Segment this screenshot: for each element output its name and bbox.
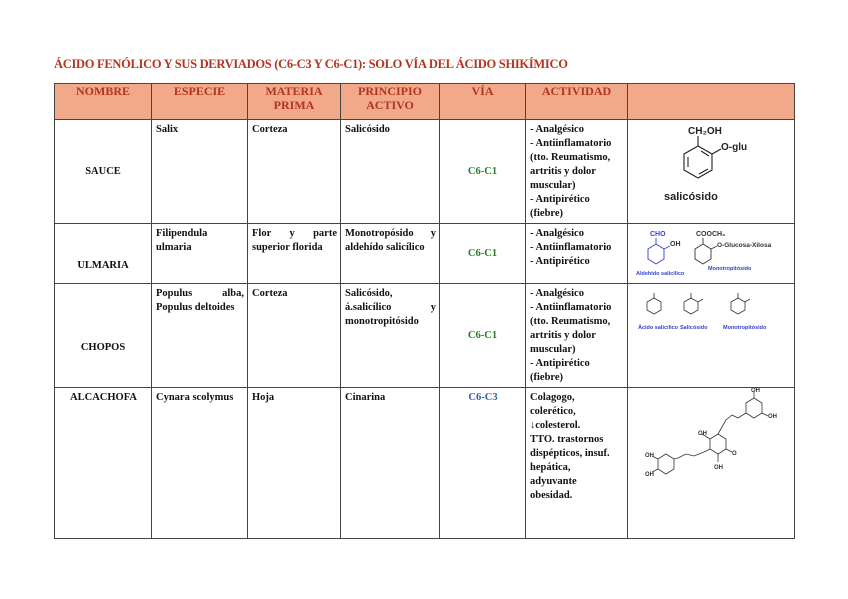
species-text: Salix bbox=[156, 124, 179, 135]
page-title: ÁCIDO FENÓLICO Y SUS DERVIADOS (C6-C3 Y C6-C1): SOLO VÍA DEL ÁCIDO SHIKÍMICO bbox=[54, 57, 568, 71]
activity-line: - Antipirético bbox=[530, 256, 590, 267]
structure-label: COOCH₃ bbox=[696, 231, 726, 238]
activity-line: - Antiinflamatorio bbox=[530, 302, 612, 313]
raw-material-text: Corteza bbox=[252, 124, 288, 135]
cell-actividad bbox=[526, 224, 628, 284]
cell-structure bbox=[628, 224, 795, 284]
cell-principio bbox=[341, 388, 440, 539]
cell-principio bbox=[341, 284, 440, 388]
activity-line: muscular) bbox=[530, 180, 576, 191]
activity-line: ↓colesterol. bbox=[530, 420, 581, 431]
structure-label: OH bbox=[645, 453, 654, 459]
activity-line: - Analgésico bbox=[530, 124, 584, 135]
species-text: Populus alba, Populus deltoides bbox=[156, 288, 244, 313]
header-imagen bbox=[628, 84, 795, 120]
structure-label: CH₂OH bbox=[688, 126, 722, 137]
plant-name: ULMARIA bbox=[77, 260, 129, 271]
cell-actividad bbox=[526, 388, 628, 539]
cell-via bbox=[440, 120, 526, 224]
activity-line: TTO. trastornos bbox=[530, 434, 604, 445]
cell-especie bbox=[152, 284, 248, 388]
structure-label: OH bbox=[751, 388, 760, 394]
plant-name: CHOPOS bbox=[80, 342, 126, 353]
header-especie: ESPECIE bbox=[152, 84, 248, 120]
cell-via bbox=[440, 388, 526, 539]
cell-principio bbox=[341, 224, 440, 284]
activity-line: adyuvante bbox=[530, 476, 577, 487]
table-row bbox=[55, 284, 795, 388]
cell-materia bbox=[248, 284, 341, 388]
header-nombre: NOMBRE bbox=[55, 84, 152, 120]
activity-line: - Antipirético bbox=[530, 194, 590, 205]
structure-label: CHO bbox=[650, 231, 666, 238]
table-row bbox=[55, 120, 795, 224]
cell-nombre bbox=[55, 284, 152, 388]
structure-label: O bbox=[732, 451, 737, 457]
activity-line: - Antipirético bbox=[530, 358, 590, 369]
cell-materia bbox=[248, 120, 341, 224]
header-actividad: ACTIVIDAD bbox=[526, 84, 628, 120]
pathway-text: C6-C1 bbox=[467, 247, 498, 259]
pathway-text: C6-C1 bbox=[467, 329, 498, 341]
cell-via bbox=[440, 224, 526, 284]
activity-line: obesidad. bbox=[530, 490, 573, 501]
pathway-text: C6-C1 bbox=[467, 165, 498, 177]
ulmaria-structures-image bbox=[628, 224, 793, 278]
cell-especie bbox=[152, 388, 248, 539]
structure-caption: Aldehido salicílico bbox=[636, 271, 685, 277]
cell-principio bbox=[341, 120, 440, 224]
cell-structure bbox=[628, 284, 795, 388]
table-row bbox=[55, 224, 795, 284]
plant-name: SAUCE bbox=[85, 165, 121, 177]
cell-structure bbox=[628, 388, 795, 539]
activity-line: - Analgésico bbox=[530, 288, 584, 299]
raw-material-text: Flor y parte superior florida bbox=[252, 228, 337, 253]
structure-label: OH bbox=[670, 241, 681, 248]
pathway-text: C6-C3 bbox=[468, 392, 498, 403]
header-principio-activo bbox=[341, 84, 440, 120]
activity-line: dispépticos, insuf. bbox=[530, 448, 610, 459]
activity-list bbox=[526, 284, 627, 387]
header-materia-prima bbox=[248, 84, 341, 120]
structure-caption: salicósido bbox=[664, 191, 718, 203]
header-via: VÍA bbox=[440, 84, 526, 120]
cell-nombre bbox=[55, 388, 152, 539]
structure-label: O-glu bbox=[721, 142, 748, 153]
phenolic-acids-table bbox=[54, 83, 795, 539]
activity-line: colerético, bbox=[530, 406, 576, 417]
activity-line: Colagogo, bbox=[530, 392, 575, 403]
header-row bbox=[55, 84, 795, 120]
active-principle-text: Salicósido, á.salicílico y monotropitósido bbox=[345, 288, 436, 327]
cell-nombre bbox=[55, 120, 152, 224]
structure-caption: Ácido salicílico bbox=[638, 325, 679, 331]
activity-list bbox=[526, 120, 627, 223]
active-principle-text: Cinarina bbox=[345, 392, 386, 403]
activity-line: - Antiinflamatorio bbox=[530, 138, 612, 149]
cell-nombre bbox=[55, 224, 152, 284]
activity-line: - Analgésico bbox=[530, 228, 584, 239]
structure-caption: Salicósido bbox=[680, 325, 708, 331]
cell-via bbox=[440, 284, 526, 388]
raw-material-text: Corteza bbox=[252, 288, 288, 299]
table-row bbox=[55, 388, 795, 539]
activity-line: muscular) bbox=[530, 344, 576, 355]
activity-line: hepática, bbox=[530, 462, 571, 473]
species-text: Filipendula ulmaria bbox=[156, 228, 208, 253]
active-principle-text: Salicósido bbox=[345, 124, 390, 135]
structure-label: OH bbox=[714, 465, 723, 471]
structure-label: O-Glucosa-Xilosa bbox=[717, 242, 772, 249]
activity-line: - Antiinflamatorio bbox=[530, 242, 612, 253]
cell-materia bbox=[248, 388, 341, 539]
chopos-structures-image bbox=[628, 284, 793, 344]
activity-line: artritis y dolor bbox=[530, 330, 596, 341]
activity-line: (tto. Reumatismo, bbox=[530, 316, 611, 327]
header-materia-l2: PRIMA bbox=[273, 98, 315, 112]
header-principio-l1: PRINCIPIO bbox=[357, 84, 422, 98]
cell-materia bbox=[248, 224, 341, 284]
structure-label: OH bbox=[645, 472, 654, 478]
salicoside-structure-image bbox=[628, 120, 793, 216]
structure-label: OH bbox=[768, 414, 777, 420]
raw-material-text: Hoja bbox=[252, 392, 275, 403]
structure-caption: Monotropitósido bbox=[708, 266, 752, 272]
cell-actividad bbox=[526, 284, 628, 388]
header-materia-l1: MATERIA bbox=[265, 84, 323, 98]
structure-caption: Monotropitósido bbox=[723, 325, 767, 331]
species-text: Cynara scolymus bbox=[156, 392, 234, 403]
activity-line: artritis y dolor bbox=[530, 166, 596, 177]
header-principio-l2: ACTIVO bbox=[366, 98, 414, 112]
activity-list bbox=[526, 224, 627, 271]
cynarin-structure-image bbox=[628, 388, 793, 508]
cell-especie bbox=[152, 224, 248, 284]
activity-list bbox=[526, 388, 627, 505]
activity-line: (fiebre) bbox=[530, 372, 564, 383]
plant-name: ALCACHOFA bbox=[70, 392, 137, 403]
structure-label: OH bbox=[698, 431, 707, 437]
active-principle-text: Monotropósido y aldehído salicílico bbox=[345, 228, 436, 253]
activity-line: (tto. Reumatismo, bbox=[530, 152, 611, 163]
cell-actividad bbox=[526, 120, 628, 224]
cell-structure bbox=[628, 120, 795, 224]
cell-especie bbox=[152, 120, 248, 224]
activity-line: (fiebre) bbox=[530, 208, 564, 219]
